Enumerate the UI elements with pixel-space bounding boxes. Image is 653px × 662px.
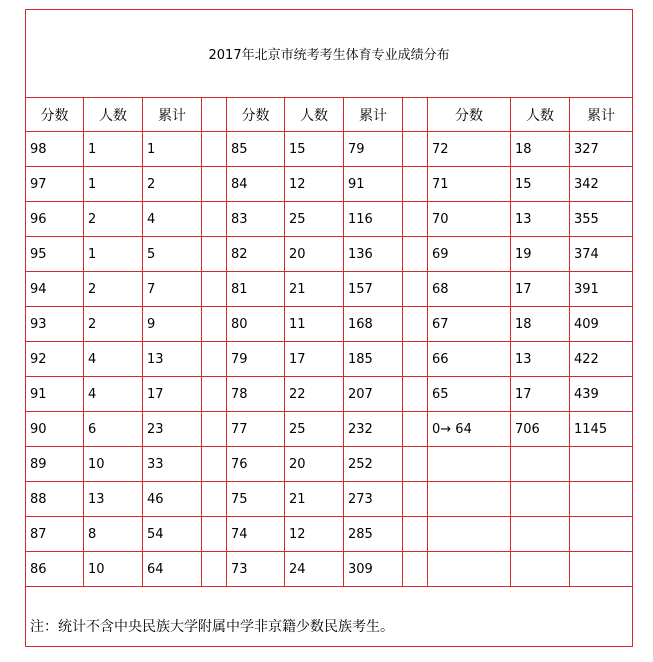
count-cell: 1 xyxy=(84,167,143,202)
header-score: 分数 xyxy=(227,98,285,132)
cumulative-cell: 17 xyxy=(143,377,202,412)
cumulative-cell: 207 xyxy=(344,377,403,412)
score-cell: 0→ 64 xyxy=(428,412,511,447)
cumulative-cell: 91 xyxy=(344,167,403,202)
table-row xyxy=(26,342,633,377)
cumulative-cell: 232 xyxy=(344,412,403,447)
count-cell: 20 xyxy=(285,447,344,482)
count-cell: 13 xyxy=(511,202,570,237)
count-cell xyxy=(511,482,570,517)
score-cell xyxy=(428,552,511,587)
cumulative-cell: 79 xyxy=(344,132,403,167)
cumulative-cell: 327 xyxy=(570,132,633,167)
count-cell: 1 xyxy=(84,132,143,167)
cumulative-cell: 13 xyxy=(143,342,202,377)
score-cell: 89 xyxy=(26,447,84,482)
table-row xyxy=(26,412,633,447)
table-note: 注：统计不含中央民族大学附属中学非京籍少数民族考生。 xyxy=(26,587,633,647)
score-cell: 71 xyxy=(428,167,511,202)
spacer-cell xyxy=(403,237,428,272)
count-cell: 18 xyxy=(511,132,570,167)
score-cell: 91 xyxy=(26,377,84,412)
score-cell: 90 xyxy=(26,412,84,447)
score-cell: 68 xyxy=(428,272,511,307)
cumulative-cell: 116 xyxy=(344,202,403,237)
score-cell: 97 xyxy=(26,167,84,202)
count-cell: 12 xyxy=(285,167,344,202)
score-cell: 83 xyxy=(227,202,285,237)
spacer-cell xyxy=(202,237,227,272)
count-cell: 20 xyxy=(285,237,344,272)
table-row xyxy=(26,377,633,412)
spacer-cell xyxy=(403,167,428,202)
cumulative-cell xyxy=(570,552,633,587)
score-cell: 69 xyxy=(428,237,511,272)
cumulative-cell: 168 xyxy=(344,307,403,342)
score-cell xyxy=(428,482,511,517)
score-cell: 78 xyxy=(227,377,285,412)
cumulative-cell: 23 xyxy=(143,412,202,447)
spacer-cell xyxy=(202,342,227,377)
cumulative-cell: 409 xyxy=(570,307,633,342)
count-cell: 2 xyxy=(84,307,143,342)
header-cumulative: 累计 xyxy=(570,98,633,132)
count-cell: 19 xyxy=(511,237,570,272)
table-row xyxy=(26,447,633,482)
table-row xyxy=(26,202,633,237)
score-cell: 75 xyxy=(227,482,285,517)
table-row xyxy=(26,552,633,587)
score-cell: 80 xyxy=(227,307,285,342)
cumulative-cell: 4 xyxy=(143,202,202,237)
header-count: 人数 xyxy=(511,98,570,132)
spacer-cell xyxy=(403,517,428,552)
cumulative-cell: 374 xyxy=(570,237,633,272)
cumulative-cell: 185 xyxy=(344,342,403,377)
header-count: 人数 xyxy=(285,98,344,132)
cumulative-cell: 9 xyxy=(143,307,202,342)
cumulative-cell: 422 xyxy=(570,342,633,377)
score-cell: 96 xyxy=(26,202,84,237)
count-cell: 24 xyxy=(285,552,344,587)
count-cell: 1 xyxy=(84,237,143,272)
count-cell: 25 xyxy=(285,412,344,447)
score-cell: 92 xyxy=(26,342,84,377)
table-title: 2017年北京市统考考生体育专业成绩分布 xyxy=(26,10,633,98)
spacer-cell xyxy=(403,98,428,132)
header-cumulative: 累计 xyxy=(143,98,202,132)
cumulative-cell: 157 xyxy=(344,272,403,307)
spacer-cell xyxy=(202,517,227,552)
score-cell: 87 xyxy=(26,517,84,552)
score-cell: 76 xyxy=(227,447,285,482)
count-cell: 25 xyxy=(285,202,344,237)
cumulative-cell: 309 xyxy=(344,552,403,587)
header-score: 分数 xyxy=(428,98,511,132)
score-cell: 74 xyxy=(227,517,285,552)
score-cell: 72 xyxy=(428,132,511,167)
score-cell: 70 xyxy=(428,202,511,237)
header-cumulative: 累计 xyxy=(344,98,403,132)
header-count: 人数 xyxy=(84,98,143,132)
count-cell: 21 xyxy=(285,482,344,517)
score-cell: 98 xyxy=(26,132,84,167)
spacer-cell xyxy=(202,167,227,202)
cumulative-cell: 439 xyxy=(570,377,633,412)
count-cell: 18 xyxy=(511,307,570,342)
spacer-cell xyxy=(202,202,227,237)
count-cell: 13 xyxy=(511,342,570,377)
cumulative-cell: 273 xyxy=(344,482,403,517)
spacer-cell xyxy=(403,202,428,237)
cumulative-cell: 5 xyxy=(143,237,202,272)
table-row xyxy=(26,482,633,517)
cumulative-cell: 391 xyxy=(570,272,633,307)
count-cell: 10 xyxy=(84,552,143,587)
score-cell: 95 xyxy=(26,237,84,272)
score-cell: 77 xyxy=(227,412,285,447)
score-cell: 86 xyxy=(26,552,84,587)
cumulative-cell xyxy=(570,517,633,552)
count-cell: 17 xyxy=(285,342,344,377)
spacer-cell xyxy=(202,132,227,167)
score-cell: 65 xyxy=(428,377,511,412)
cumulative-cell: 252 xyxy=(344,447,403,482)
cumulative-cell: 64 xyxy=(143,552,202,587)
spacer-cell xyxy=(403,552,428,587)
spacer-cell xyxy=(202,98,227,132)
header-score: 分数 xyxy=(26,98,84,132)
table-row xyxy=(26,272,633,307)
score-cell xyxy=(428,517,511,552)
cumulative-cell: 285 xyxy=(344,517,403,552)
score-cell: 93 xyxy=(26,307,84,342)
count-cell: 12 xyxy=(285,517,344,552)
count-cell: 6 xyxy=(84,412,143,447)
spacer-cell xyxy=(403,412,428,447)
score-cell: 79 xyxy=(227,342,285,377)
table-row xyxy=(26,517,633,552)
count-cell: 4 xyxy=(84,342,143,377)
spacer-cell xyxy=(202,307,227,342)
count-cell: 22 xyxy=(285,377,344,412)
table-row xyxy=(26,132,633,167)
spacer-cell xyxy=(403,342,428,377)
spacer-cell xyxy=(403,307,428,342)
score-cell: 66 xyxy=(428,342,511,377)
score-cell: 81 xyxy=(227,272,285,307)
cumulative-cell: 355 xyxy=(570,202,633,237)
count-cell xyxy=(511,447,570,482)
spacer-cell xyxy=(403,447,428,482)
score-cell: 73 xyxy=(227,552,285,587)
count-cell: 2 xyxy=(84,202,143,237)
count-cell: 21 xyxy=(285,272,344,307)
spacer-cell xyxy=(403,132,428,167)
count-cell: 706 xyxy=(511,412,570,447)
cumulative-cell xyxy=(570,447,633,482)
spacer-cell xyxy=(403,377,428,412)
count-cell: 17 xyxy=(511,377,570,412)
score-cell: 67 xyxy=(428,307,511,342)
cumulative-cell: 2 xyxy=(143,167,202,202)
spacer-cell xyxy=(403,482,428,517)
score-distribution-table xyxy=(25,9,633,647)
cumulative-cell: 342 xyxy=(570,167,633,202)
count-cell: 2 xyxy=(84,272,143,307)
count-cell: 11 xyxy=(285,307,344,342)
spacer-cell xyxy=(403,272,428,307)
count-cell: 4 xyxy=(84,377,143,412)
count-cell xyxy=(511,517,570,552)
score-cell: 94 xyxy=(26,272,84,307)
table-row xyxy=(26,307,633,342)
table-row xyxy=(26,167,633,202)
count-cell: 13 xyxy=(84,482,143,517)
spacer-cell xyxy=(202,272,227,307)
count-cell: 15 xyxy=(511,167,570,202)
score-cell: 82 xyxy=(227,237,285,272)
count-cell: 10 xyxy=(84,447,143,482)
cumulative-cell: 54 xyxy=(143,517,202,552)
count-cell: 15 xyxy=(285,132,344,167)
score-cell: 85 xyxy=(227,132,285,167)
count-cell: 8 xyxy=(84,517,143,552)
count-cell xyxy=(511,552,570,587)
score-cell: 88 xyxy=(26,482,84,517)
cumulative-cell xyxy=(570,482,633,517)
score-cell: 84 xyxy=(227,167,285,202)
spacer-cell xyxy=(202,552,227,587)
cumulative-cell: 1145 xyxy=(570,412,633,447)
cumulative-cell: 136 xyxy=(344,237,403,272)
spacer-cell xyxy=(202,377,227,412)
score-cell xyxy=(428,447,511,482)
count-cell: 17 xyxy=(511,272,570,307)
table-row xyxy=(26,237,633,272)
cumulative-cell: 33 xyxy=(143,447,202,482)
spacer-cell xyxy=(202,412,227,447)
cumulative-cell: 46 xyxy=(143,482,202,517)
spacer-cell xyxy=(202,482,227,517)
cumulative-cell: 1 xyxy=(143,132,202,167)
spacer-cell xyxy=(202,447,227,482)
cumulative-cell: 7 xyxy=(143,272,202,307)
